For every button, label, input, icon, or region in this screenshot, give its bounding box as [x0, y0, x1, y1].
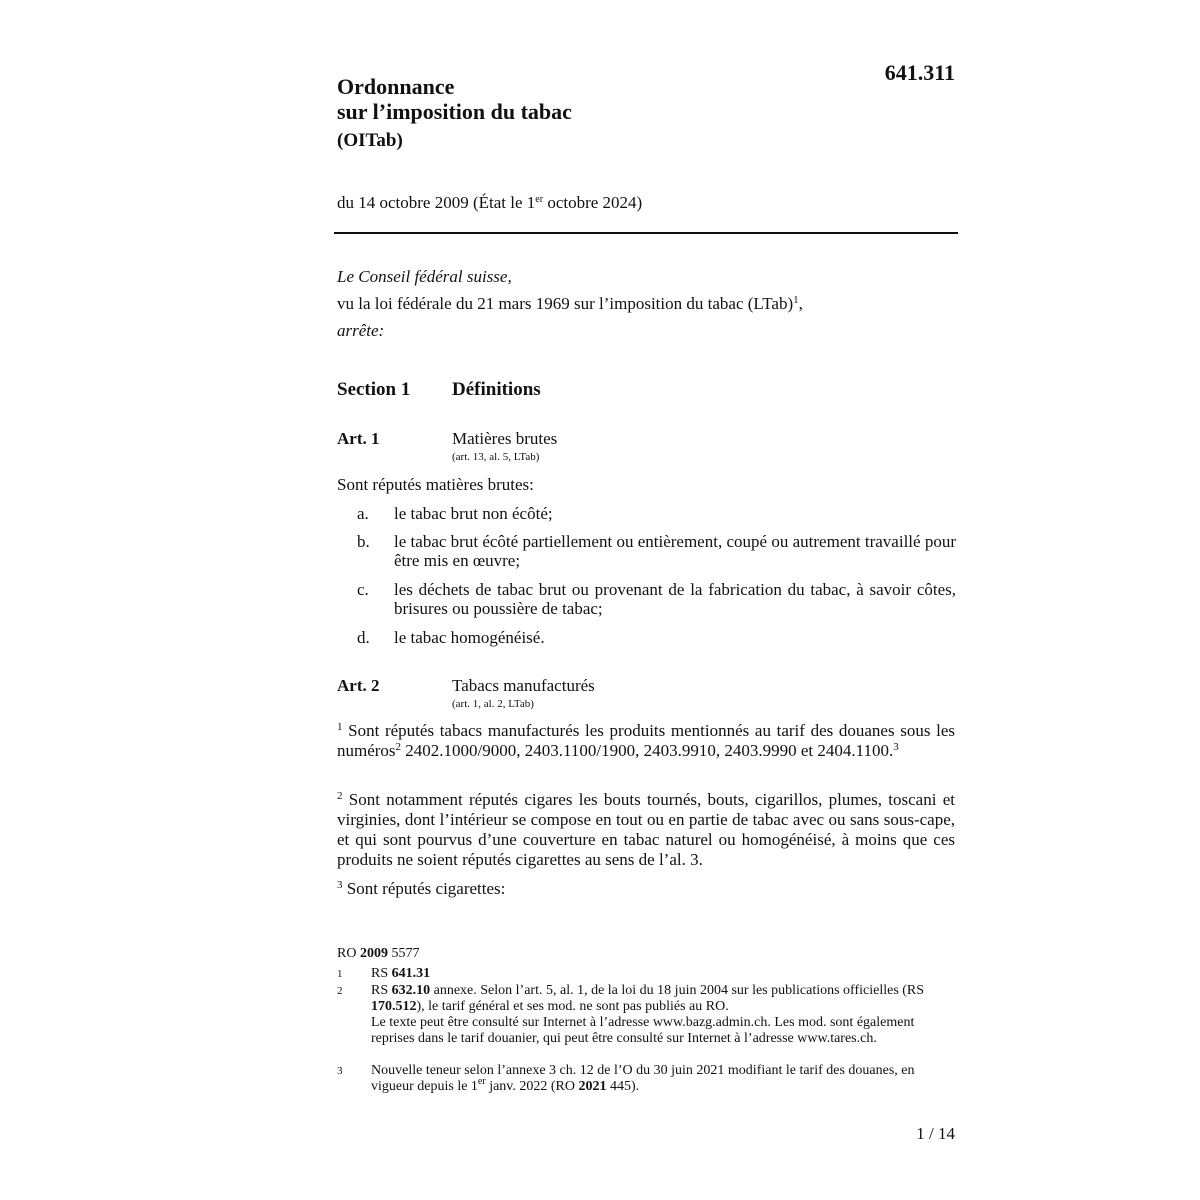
- ro-year: 2009: [359, 946, 388, 961]
- footnote-3-superscript: er: [477, 1076, 486, 1087]
- article-2-title: Tabacs manufacturés: [452, 676, 595, 695]
- paragraph-3-text: Sont réputés cigarettes:: [342, 879, 506, 898]
- page-number: 1 / 14: [916, 1124, 955, 1143]
- footnote-number: 3: [337, 1065, 343, 1077]
- list-item-text: les déchets de tabac brut ou provenant de la fabrication du tabac, à savoir côtes, brisures ou poussière de tabac;: [394, 580, 956, 618]
- footnote-2-part-f: Le texte peut être consulté sur Internet à l’adresse www.bazg.admin.ch. Les mod. sont également reprises dans le tarif douanier, qui peut être consulté sur Internet à l’adresse www.tares.ch.: [371, 1015, 915, 1046]
- preamble-basis-text: vu la loi fédérale du 21 mars 1969 sur l’imposition du tabac (LTab): [337, 294, 794, 313]
- footnote-2-part-c: annexe. Selon l’art. 5, al. 1, de la loi du 18 juin 2004 sur les publications officielles (RS: [430, 983, 925, 998]
- section-number: Section 1: [337, 379, 411, 400]
- title-line-1: Ordonnance: [337, 74, 455, 99]
- footnote-3-ro-year: 2021: [578, 1079, 607, 1094]
- footnote-number: 1: [337, 968, 343, 980]
- article-2-paragraph-2: [337, 790, 955, 870]
- preamble-authority: Le Conseil fédéral suisse,: [337, 267, 512, 286]
- list-item-letter: b.: [357, 532, 370, 551]
- document-title: [337, 74, 572, 124]
- date-superscript: er: [535, 194, 544, 205]
- footnote-2-part-e: ), le tarif général et ses mod. ne sont pas publiés au RO.: [416, 999, 729, 1014]
- footnote-3-part-b: janv. 2022 (RO: [485, 1079, 579, 1094]
- list-item-text: le tabac brut non écôté;: [394, 504, 553, 523]
- footnote-2-sr-2: 170.512: [371, 999, 417, 1014]
- date-line: [337, 193, 642, 213]
- footnote-1-prefix: RS: [371, 966, 392, 981]
- list-item-text: le tabac homogénéisé.: [394, 628, 545, 647]
- footnote-3-part-c: 445).: [606, 1079, 640, 1094]
- footnote-2-part-a: RS: [371, 983, 392, 998]
- preamble-decree: arrête:: [337, 321, 385, 340]
- footnote-ref-3[interactable]: 3: [893, 741, 899, 753]
- preamble-basis: [337, 290, 957, 317]
- footnote-2-sr-1: 632.10: [391, 983, 431, 998]
- footnote-3-part-a: Nouvelle teneur selon l’annexe 3 ch. 12 de l’O du 30 juin 2021 modifiant le tarif des douanes, en vigueur depuis le 1: [371, 1063, 915, 1094]
- article-1-reference: (art. 13, al. 5, LTab): [452, 451, 540, 463]
- article-2-number: Art. 2: [337, 676, 380, 695]
- article-2-paragraph-3: [337, 879, 955, 899]
- footnote-ref-1[interactable]: 1: [793, 294, 799, 306]
- preamble-basis-end: ,: [798, 294, 803, 313]
- list-item-letter: a.: [357, 504, 369, 523]
- sr-number: 641.311: [884, 60, 955, 85]
- paragraph-number: 1: [337, 721, 343, 733]
- article-1-list: [337, 504, 957, 654]
- preamble: [337, 263, 957, 344]
- date-prefix: du 14 octobre 2009 (État le 1: [337, 193, 536, 212]
- title-line-2: sur l’imposition du tabac: [337, 99, 572, 124]
- list-item-text: le tabac brut écôté partiellement ou entièrement, coupé ou autrement travaillé pour être mis en œuvre;: [394, 532, 956, 570]
- paragraph-number: 2: [337, 790, 343, 802]
- list-item-letter: d.: [357, 628, 370, 647]
- paragraph-1-text-a: Sont réputés tabacs manufacturés les produits mentionnés au tarif des douanes sous les numéros: [337, 721, 955, 760]
- article-1-title: Matières brutes: [452, 429, 558, 448]
- footnote-text: [371, 983, 941, 1047]
- ro-page: 5577: [387, 946, 420, 961]
- footnote-number: 2: [337, 985, 343, 997]
- document-abbreviation: (OITab): [337, 130, 403, 151]
- footnote-1-sr: 641.31: [391, 966, 431, 981]
- paragraph-1-text-b: 2402.1000/9000, 2403.1100/1900, 2403.9910, 2403.9990 et 2404.1100.: [401, 741, 894, 760]
- paragraph-2-text: Sont notamment réputés cigares les bouts tournés, bouts, cigarillos, plumes, toscani et virginies, dont l’intérieur se compose en tout ou en partie de tabac avec ou sans sous-cape, et qui sont pourvus d’une couverture en tabac naturel ou homogénéisé, à moins que ces produits ne soient réputés cigarettes au sens de l’al. 3.: [337, 790, 955, 869]
- footnote-text: [371, 1063, 941, 1095]
- list-item-letter: c.: [357, 580, 369, 599]
- article-2-reference: (art. 1, al. 2, LTab): [452, 698, 534, 710]
- header-rule: [334, 232, 958, 234]
- article-2-paragraph-1: [337, 721, 955, 761]
- paragraph-number: 3: [337, 879, 343, 891]
- footnote-ref-2[interactable]: 2: [395, 741, 402, 753]
- footnote-text: [371, 966, 941, 982]
- article-1-number: Art. 1: [337, 429, 380, 448]
- section-title: Définitions: [452, 379, 541, 400]
- date-suffix: octobre 2024): [543, 193, 643, 212]
- article-1-intro: Sont réputés matières brutes:: [337, 475, 534, 494]
- ro-prefix: RO: [337, 946, 360, 961]
- ro-reference: [337, 946, 419, 962]
